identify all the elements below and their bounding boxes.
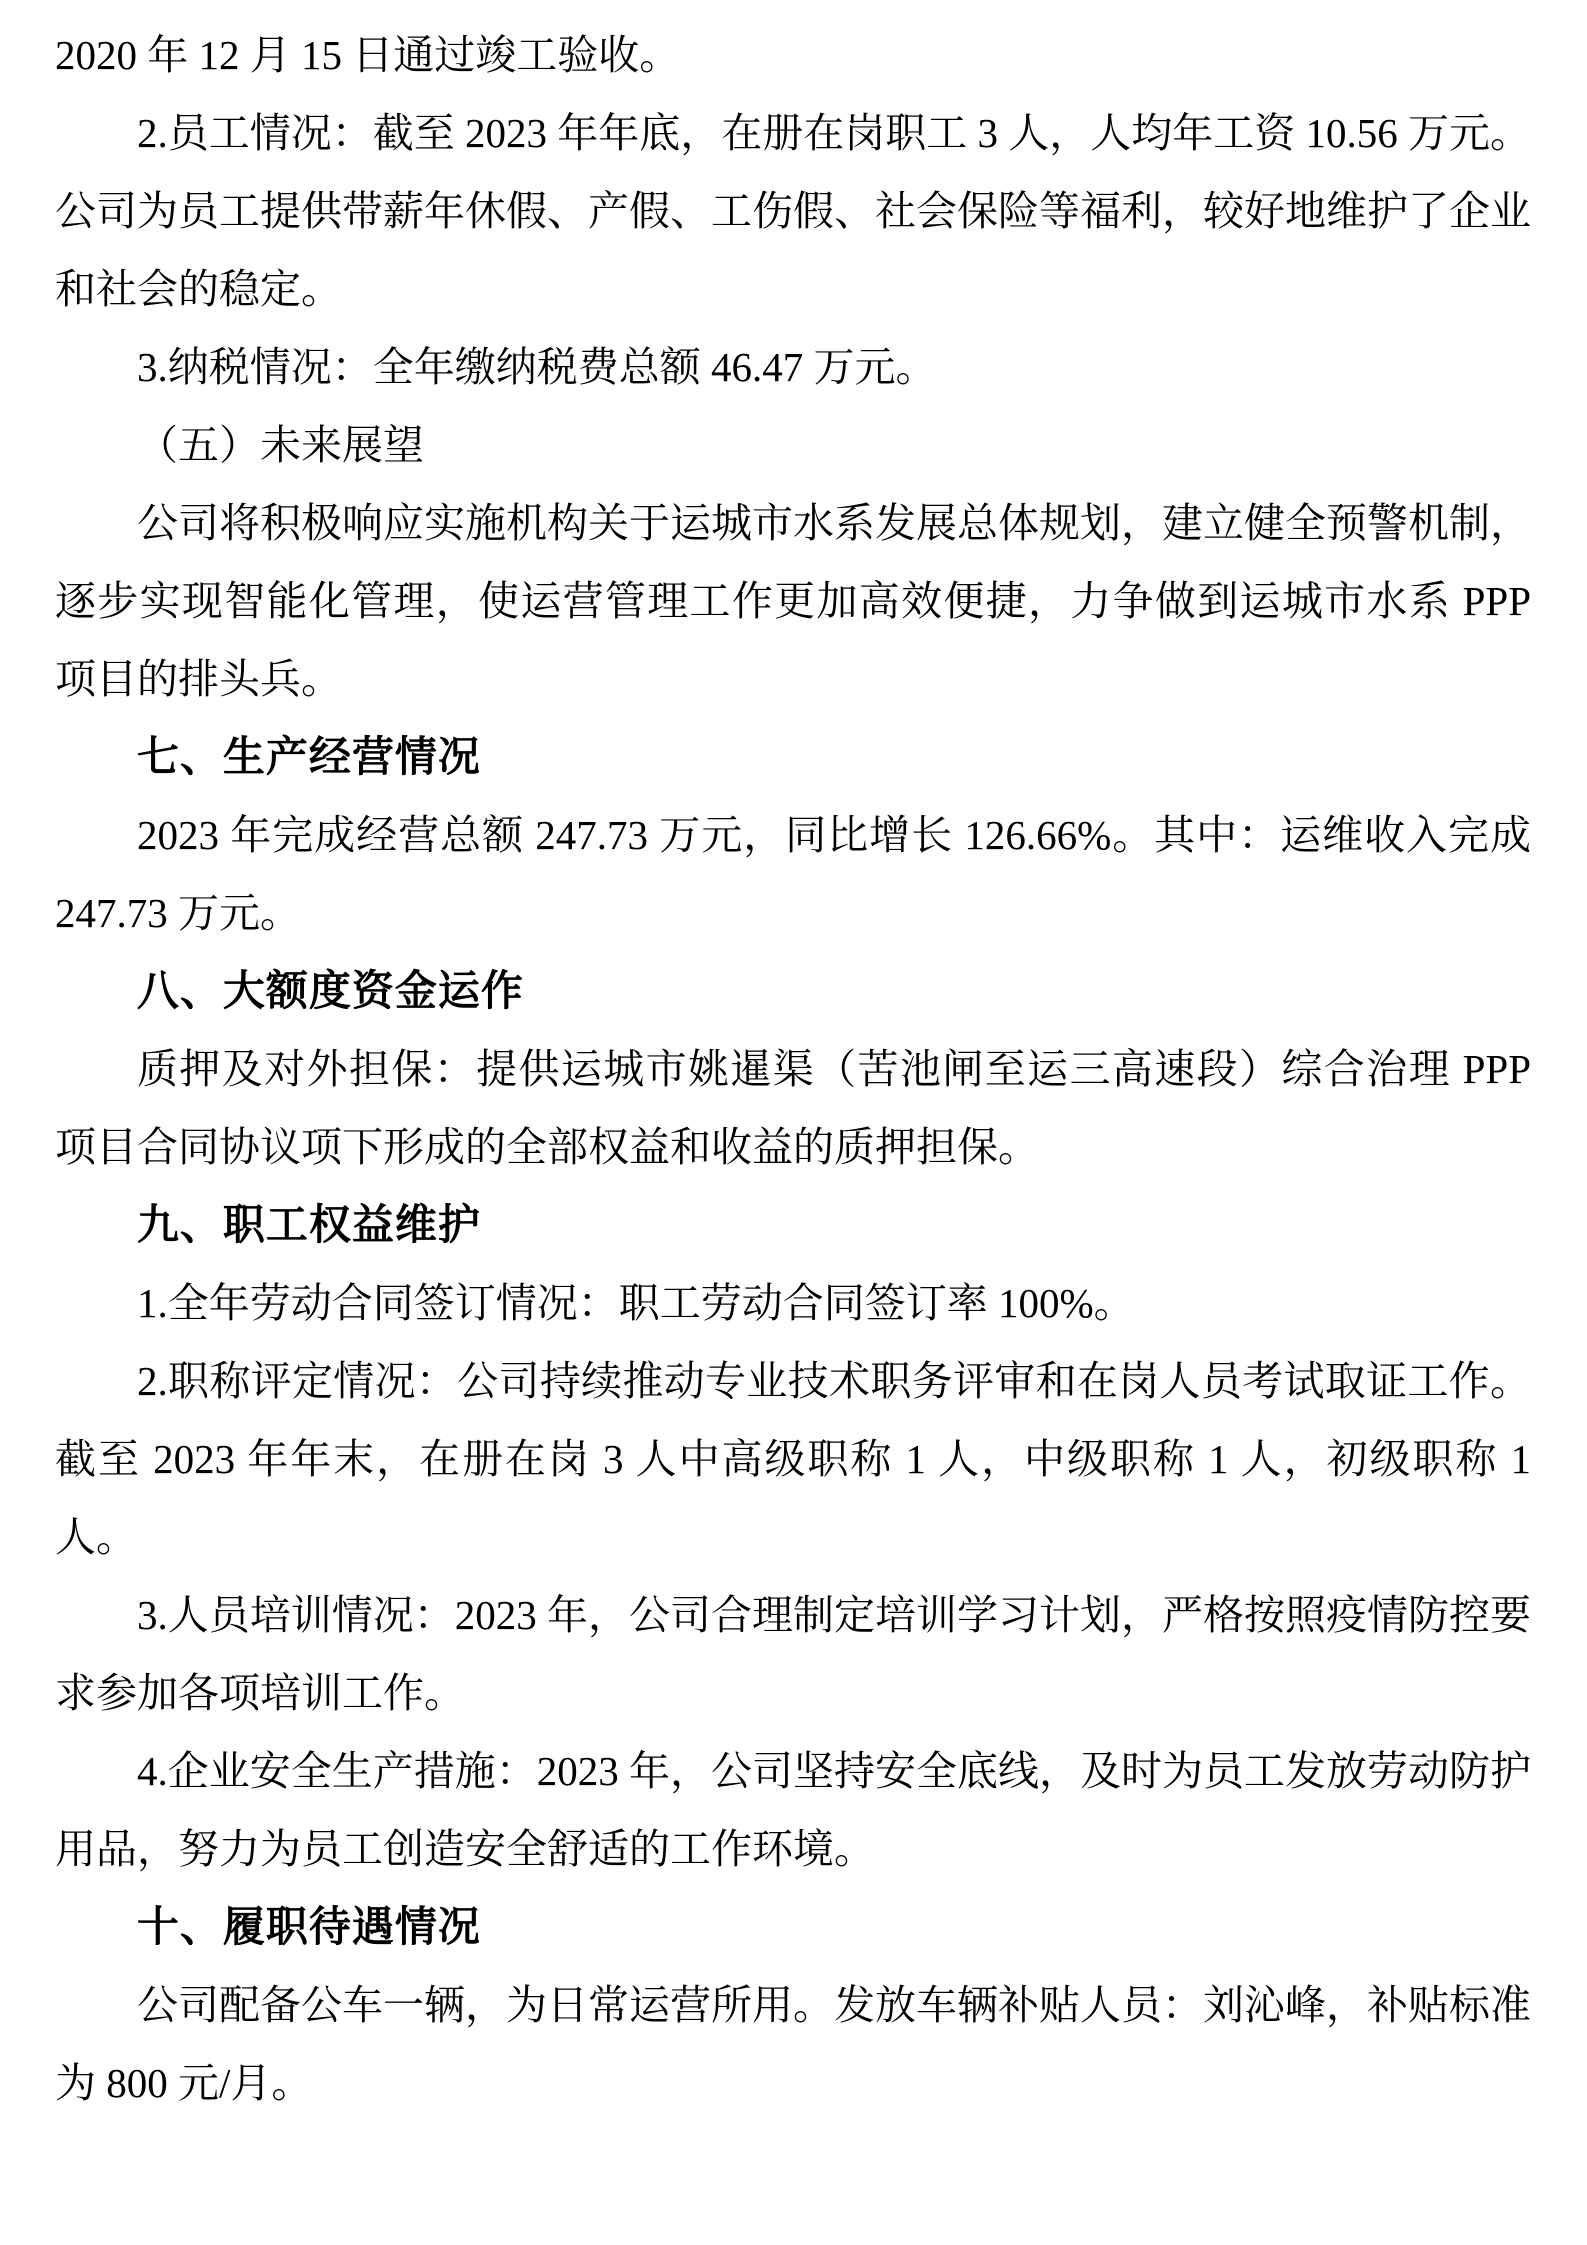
paragraph-pledge-guarantee: 质押及对外担保：提供运城市姚暹渠（苦池闸至运三高速段）综合治理 PPP 项目合同协议项下形成的全部权益和收益的质押担保。 — [55, 1046, 1531, 1170]
heading-duty-compensation: 十、履职待遇情况 — [136, 1903, 481, 1950]
heading-production-operations: 七、生产经营情况 — [136, 733, 481, 780]
paragraph-personnel-training: 3.人员培训情况：2023 年，公司合理制定培训学习计划，严格按照疫情防控要求参加各项培训工作。 — [55, 1592, 1531, 1716]
paragraph-tax-situation: 3.纳税情况：全年缴纳税费总额 46.47 万元。 — [137, 344, 937, 390]
paragraph-company-car-subsidy: 公司配备公车一辆，为日常运营所用。发放车辆补贴人员：刘沁峰，补贴标准为 800 元/月。 — [55, 1982, 1531, 2106]
subheading-future-outlook: （五）未来展望 — [137, 422, 424, 468]
heading-employee-rights-protection: 九、职工权益维护 — [136, 1201, 481, 1248]
heading-large-fund-operations: 八、大额度资金运作 — [136, 967, 524, 1014]
paragraph-completion-acceptance: 2020 年 12 月 15 日通过竣工验收。 — [55, 32, 681, 78]
paragraph-title-evaluation: 2.职称评定情况：公司持续推动专业技术职务评审和在岗人员考试取证工作。截至 2023 年年末，在册在岗 3 人中高级职称 1 人，中级职称 1 人，初级职称 1 人。 — [55, 1358, 1531, 1560]
paragraph-production-operations-body: 2023 年完成经营总额 247.73 万元，同比增长 126.66%。其中：运维收入完成 247.73 万元。 — [55, 812, 1531, 936]
paragraph-future-outlook-body: 公司将积极响应实施机构关于运城市水系发展总体规划，建立健全预警机制，逐步实现智能化管理，使运营管理工作更加高效便捷，力争做到运城市水系 PPP 项目的排头兵。 — [55, 500, 1531, 702]
paragraph-labor-contract-signing: 1.全年劳动合同签订情况：职工劳动合同签订率 100%。 — [137, 1280, 1135, 1326]
paragraph-employee-situation: 2.员工情况：截至 2023 年年底，在册在岗职工 3 人，人均年工资 10.56 万元。公司为员工提供带薪年休假、产假、工伤假、社会保险等福利，较好地维护了企业和社会的稳定。 — [55, 110, 1531, 312]
paragraph-safety-production-measures: 4.企业安全生产措施：2023 年，公司坚持安全底线，及时为员工发放劳动防护用品，努力为员工创造安全舒适的工作环境。 — [55, 1748, 1531, 1872]
